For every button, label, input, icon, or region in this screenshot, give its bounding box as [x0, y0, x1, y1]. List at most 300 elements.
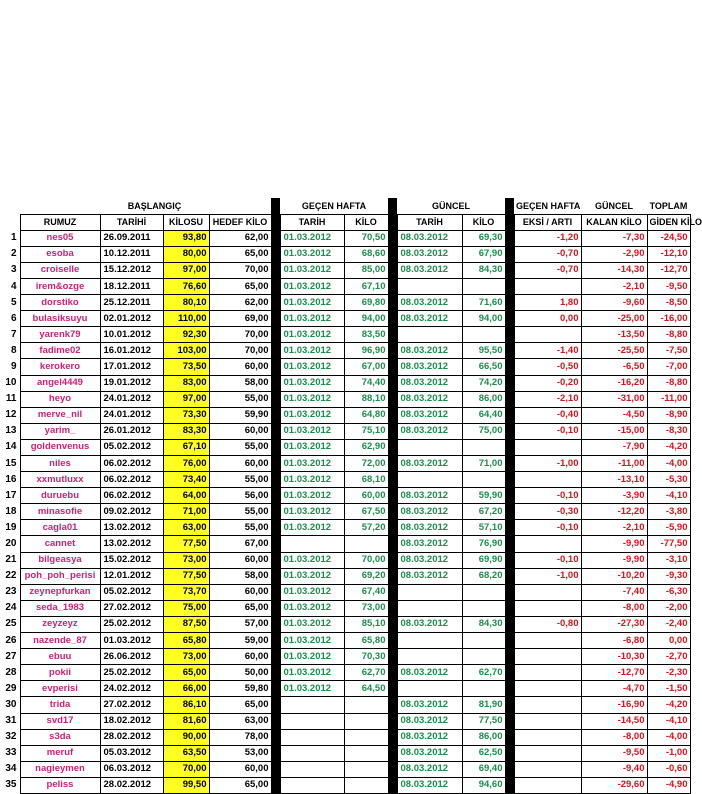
start-weight-cell: 73,50 — [163, 359, 209, 375]
current-date-cell — [397, 584, 462, 600]
table-row — [0, 665, 690, 681]
target-weight-cell: 56,00 — [209, 488, 271, 504]
last-week-weight-cell — [344, 745, 388, 761]
current-date-cell: 08.03.2012 — [397, 375, 462, 391]
remaining-weight-cell: -9,50 — [581, 745, 647, 761]
current-date-cell: 08.03.2012 — [397, 246, 462, 262]
table-row — [0, 472, 690, 488]
current-date-cell: 08.03.2012 — [397, 343, 462, 359]
current-date-cell: 08.03.2012 — [397, 488, 462, 504]
weekly-change-cell: -2,10 — [514, 391, 581, 407]
table-row — [0, 504, 690, 520]
col-eksi-arti: EKSİ / ARTI — [514, 214, 581, 230]
target-weight-cell: 59,80 — [209, 681, 271, 697]
last-week-date-cell: 01.03.2012 — [280, 327, 344, 343]
start-date-cell: 01.03.2012 — [100, 633, 163, 649]
table-row — [0, 423, 690, 439]
last-week-weight-cell: 64,50 — [344, 681, 388, 697]
last-week-weight-cell: 94,00 — [344, 311, 388, 327]
start-weight-cell: 65,80 — [163, 633, 209, 649]
weekly-change-cell — [514, 713, 581, 729]
group-guncel-kalan: GÜNCEL — [595, 200, 633, 211]
start-date-cell: 24.01.2012 — [100, 391, 163, 407]
weekly-change-cell — [514, 600, 581, 616]
start-date-cell: 24.01.2012 — [100, 407, 163, 423]
current-date-cell: 08.03.2012 — [397, 391, 462, 407]
col-rumuz: RUMUZ — [20, 214, 100, 230]
current-weight-cell: 67,90 — [462, 246, 505, 262]
start-date-cell: 13.02.2012 — [100, 536, 163, 552]
table-row — [0, 729, 690, 745]
row-number: 29 — [5, 682, 17, 694]
current-weight-cell — [462, 600, 505, 616]
current-weight-cell: 69,90 — [462, 552, 505, 568]
row-number: 20 — [5, 538, 17, 550]
target-weight-cell: 55,00 — [209, 472, 271, 488]
last-week-date-cell: 01.03.2012 — [280, 423, 344, 439]
rumuz-cell: cannet — [20, 536, 100, 552]
total-lost-cell: -8,90 — [647, 407, 690, 423]
start-weight-cell: 83,30 — [163, 423, 209, 439]
last-week-weight-cell: 67,50 — [344, 504, 388, 520]
start-date-cell: 10.01.2012 — [100, 327, 163, 343]
current-date-cell: 08.03.2012 — [397, 713, 462, 729]
table-row — [0, 584, 690, 600]
current-weight-cell: 71,00 — [462, 456, 505, 472]
start-weight-cell: 90,00 — [163, 729, 209, 745]
remaining-weight-cell: -8,00 — [581, 600, 647, 616]
table-row — [0, 600, 690, 616]
last-week-date-cell: 01.03.2012 — [280, 520, 344, 536]
start-weight-cell: 64,00 — [163, 488, 209, 504]
rumuz-cell: niles — [20, 456, 100, 472]
rumuz-cell: duruebu — [20, 488, 100, 504]
current-date-cell: 08.03.2012 — [397, 423, 462, 439]
start-date-cell: 09.02.2012 — [100, 504, 163, 520]
rumuz-cell: nazende_87 — [20, 633, 100, 649]
weekly-change-cell: -0,10 — [514, 520, 581, 536]
col-g-kilo: KİLO — [462, 214, 505, 230]
start-weight-cell: 66,00 — [163, 681, 209, 697]
last-week-date-cell — [280, 713, 344, 729]
last-week-date-cell: 01.03.2012 — [280, 568, 344, 584]
current-date-cell — [397, 681, 462, 697]
rumuz-cell: meruf — [20, 745, 100, 761]
table-row — [0, 681, 690, 697]
last-week-weight-cell: 67,00 — [344, 359, 388, 375]
row-number: 24 — [5, 602, 17, 614]
remaining-weight-cell: -9,40 — [581, 761, 647, 777]
row-number: 34 — [5, 763, 17, 775]
current-weight-cell: 64,40 — [462, 407, 505, 423]
start-weight-cell: 86,10 — [163, 697, 209, 713]
row-number: 8 — [10, 344, 17, 356]
weekly-change-cell — [514, 278, 581, 294]
current-weight-cell: 94,00 — [462, 311, 505, 327]
current-weight-cell — [462, 472, 505, 488]
start-weight-cell: 97,00 — [163, 262, 209, 278]
start-date-cell: 10.12.2011 — [100, 246, 163, 262]
total-lost-cell: -9,30 — [647, 568, 690, 584]
target-weight-cell: 65,00 — [209, 278, 271, 294]
start-weight-cell: 76,00 — [163, 456, 209, 472]
table-row — [0, 761, 690, 777]
row-number: 17 — [5, 489, 17, 501]
rumuz-cell: trida — [20, 697, 100, 713]
table-row — [0, 230, 690, 246]
weekly-change-cell — [514, 681, 581, 697]
start-date-cell: 15.02.2012 — [100, 552, 163, 568]
total-lost-cell: -7,00 — [647, 359, 690, 375]
row-number: 27 — [5, 650, 17, 662]
start-date-cell: 16.01.2012 — [100, 343, 163, 359]
total-lost-cell: -8,80 — [647, 375, 690, 391]
last-week-weight-cell: 70,30 — [344, 649, 388, 665]
row-number: 4 — [10, 280, 17, 292]
total-lost-cell: -5,30 — [647, 472, 690, 488]
row-number: 32 — [5, 731, 17, 743]
current-weight-cell: 76,90 — [462, 536, 505, 552]
last-week-date-cell: 01.03.2012 — [280, 230, 344, 246]
total-lost-cell: -12,70 — [647, 262, 690, 278]
last-week-weight-cell: 62,70 — [344, 665, 388, 681]
remaining-weight-cell: -16,20 — [581, 375, 647, 391]
remaining-weight-cell: -12,70 — [581, 665, 647, 681]
start-date-cell: 19.01.2012 — [100, 375, 163, 391]
remaining-weight-cell: -9,60 — [581, 295, 647, 311]
rumuz-cell: minasofie — [20, 504, 100, 520]
current-weight-cell: 84,30 — [462, 262, 505, 278]
current-date-cell: 08.03.2012 — [397, 359, 462, 375]
target-weight-cell: 70,00 — [209, 327, 271, 343]
remaining-weight-cell: -15,00 — [581, 423, 647, 439]
last-week-weight-cell — [344, 713, 388, 729]
remaining-weight-cell: -11,00 — [581, 456, 647, 472]
table-row — [0, 456, 690, 472]
weekly-change-cell: -0,40 — [514, 407, 581, 423]
rumuz-cell: merve_nil — [20, 407, 100, 423]
rumuz-cell: irem&ozge — [20, 278, 100, 294]
col-tarihi: TARİHİ — [100, 214, 163, 230]
table-row — [0, 616, 690, 632]
current-date-cell: 08.03.2012 — [397, 262, 462, 278]
current-date-cell — [397, 633, 462, 649]
last-week-date-cell: 01.03.2012 — [280, 504, 344, 520]
current-weight-cell: 84,30 — [462, 616, 505, 632]
remaining-weight-cell: -10,20 — [581, 568, 647, 584]
table-row — [0, 439, 690, 455]
weekly-change-cell: -0,10 — [514, 488, 581, 504]
total-lost-cell: -16,00 — [647, 311, 690, 327]
last-week-weight-cell — [344, 536, 388, 552]
current-weight-cell: 69,40 — [462, 761, 505, 777]
last-week-weight-cell: 62,90 — [344, 439, 388, 455]
current-weight-cell — [462, 633, 505, 649]
start-weight-cell: 67,10 — [163, 439, 209, 455]
rumuz-cell: nes05 — [20, 230, 100, 246]
last-week-date-cell: 01.03.2012 — [280, 488, 344, 504]
start-date-cell: 26.06.2012 — [100, 649, 163, 665]
start-weight-cell: 63,50 — [163, 745, 209, 761]
last-week-weight-cell: 60,00 — [344, 488, 388, 504]
row-number: 2 — [10, 248, 17, 260]
remaining-weight-cell: -4,50 — [581, 407, 647, 423]
last-week-date-cell — [280, 729, 344, 745]
start-date-cell: 24.02.2012 — [100, 681, 163, 697]
start-date-cell: 13.02.2012 — [100, 520, 163, 536]
target-weight-cell: 55,00 — [209, 391, 271, 407]
current-date-cell — [397, 600, 462, 616]
remaining-weight-cell: -29,60 — [581, 777, 647, 793]
total-lost-cell: -4,10 — [647, 713, 690, 729]
target-weight-cell: 70,00 — [209, 343, 271, 359]
last-week-weight-cell: 69,20 — [344, 568, 388, 584]
start-date-cell: 05.02.2012 — [100, 584, 163, 600]
start-date-cell: 25.02.2012 — [100, 616, 163, 632]
last-week-weight-cell — [344, 697, 388, 713]
weekly-change-cell — [514, 761, 581, 777]
target-weight-cell: 70,00 — [209, 262, 271, 278]
row-number: 16 — [5, 473, 17, 485]
current-date-cell: 08.03.2012 — [397, 729, 462, 745]
weekly-change-cell: 1,80 — [514, 295, 581, 311]
current-weight-cell: 77,50 — [462, 713, 505, 729]
remaining-weight-cell: -31,00 — [581, 391, 647, 407]
current-weight-cell: 67,20 — [462, 504, 505, 520]
last-week-date-cell: 01.03.2012 — [280, 439, 344, 455]
last-week-date-cell: 01.03.2012 — [280, 278, 344, 294]
last-week-date-cell — [280, 697, 344, 713]
row-number: 18 — [5, 505, 17, 517]
rumuz-cell: xxmutluxx — [20, 472, 100, 488]
table-row — [0, 552, 690, 568]
current-date-cell: 08.03.2012 — [397, 311, 462, 327]
total-lost-cell: -8,50 — [647, 295, 690, 311]
start-weight-cell: 93,80 — [163, 230, 209, 246]
col-hedef-kilo: HEDEF KİLO — [209, 214, 271, 230]
remaining-weight-cell: -16,90 — [581, 697, 647, 713]
total-lost-cell: -4,20 — [647, 697, 690, 713]
current-weight-cell — [462, 439, 505, 455]
rumuz-cell: peliss — [20, 777, 100, 793]
start-date-cell: 18.02.2012 — [100, 713, 163, 729]
start-weight-cell: 99,50 — [163, 777, 209, 793]
current-date-cell: 08.03.2012 — [397, 568, 462, 584]
current-weight-cell: 68,20 — [462, 568, 505, 584]
row-number: 11 — [5, 393, 17, 405]
weekly-change-cell — [514, 327, 581, 343]
weekly-change-cell — [514, 536, 581, 552]
start-date-cell: 06.02.2012 — [100, 456, 163, 472]
last-week-date-cell: 01.03.2012 — [280, 584, 344, 600]
current-date-cell: 08.03.2012 — [397, 761, 462, 777]
last-week-weight-cell — [344, 777, 388, 793]
remaining-weight-cell: -7,40 — [581, 584, 647, 600]
row-number: 26 — [5, 634, 17, 646]
last-week-weight-cell: 70,00 — [344, 552, 388, 568]
current-weight-cell — [462, 327, 505, 343]
group-header-row — [0, 198, 690, 214]
last-week-weight-cell: 67,40 — [344, 584, 388, 600]
last-week-weight-cell: 67,10 — [344, 278, 388, 294]
rumuz-cell: heyo — [20, 391, 100, 407]
total-lost-cell: -3,10 — [647, 552, 690, 568]
current-weight-cell: 71,60 — [462, 295, 505, 311]
current-date-cell — [397, 278, 462, 294]
weight-tracking-sheet — [0, 198, 702, 794]
table-row — [0, 343, 690, 359]
weekly-change-cell — [514, 729, 581, 745]
remaining-weight-cell: -8,00 — [581, 729, 647, 745]
weekly-change-cell — [514, 584, 581, 600]
total-lost-cell: -9,50 — [647, 278, 690, 294]
weekly-change-cell: -0,10 — [514, 552, 581, 568]
table-row — [0, 311, 690, 327]
start-date-cell: 25.02.2012 — [100, 665, 163, 681]
current-date-cell: 08.03.2012 — [397, 504, 462, 520]
col-kilosu: KİLOSU — [163, 214, 209, 230]
start-weight-cell: 83,00 — [163, 375, 209, 391]
weekly-change-cell: 0,00 — [514, 311, 581, 327]
weekly-change-cell — [514, 472, 581, 488]
table-row — [0, 407, 690, 423]
last-week-weight-cell: 83,50 — [344, 327, 388, 343]
start-date-cell: 28.02.2012 — [100, 729, 163, 745]
start-weight-cell: 81,60 — [163, 713, 209, 729]
row-number: 19 — [5, 521, 17, 533]
start-weight-cell: 76,60 — [163, 278, 209, 294]
rumuz-cell: kerokero — [20, 359, 100, 375]
target-weight-cell: 60,00 — [209, 649, 271, 665]
last-week-weight-cell — [344, 761, 388, 777]
remaining-weight-cell: -10,30 — [581, 649, 647, 665]
weekly-change-cell: -1,00 — [514, 568, 581, 584]
col-kalan-kilo: KALAN KİLO — [581, 214, 647, 230]
start-weight-cell: 110,00 — [163, 311, 209, 327]
total-lost-cell: -8,30 — [647, 423, 690, 439]
start-weight-cell: 77,50 — [163, 568, 209, 584]
row-number: 6 — [10, 312, 17, 324]
remaining-weight-cell: -2,10 — [581, 520, 647, 536]
start-date-cell: 06.02.2012 — [100, 488, 163, 504]
row-number: 28 — [5, 666, 17, 678]
remaining-weight-cell: -13,50 — [581, 327, 647, 343]
last-week-date-cell: 01.03.2012 — [280, 649, 344, 665]
current-date-cell — [397, 649, 462, 665]
start-date-cell: 05.02.2012 — [100, 439, 163, 455]
table-row — [0, 359, 690, 375]
row-number: 13 — [5, 425, 17, 437]
last-week-weight-cell: 72,00 — [344, 456, 388, 472]
start-weight-cell: 70,00 — [163, 761, 209, 777]
remaining-weight-cell: -12,20 — [581, 504, 647, 520]
current-weight-cell: 94,60 — [462, 777, 505, 793]
table-row — [0, 568, 690, 584]
last-week-weight-cell: 85,00 — [344, 262, 388, 278]
group-toplam: TOPLAM — [649, 200, 688, 211]
start-weight-cell: 73,00 — [163, 649, 209, 665]
rumuz-cell: angel4449 — [20, 375, 100, 391]
current-date-cell — [397, 327, 462, 343]
weekly-change-cell: -0,50 — [514, 359, 581, 375]
remaining-weight-cell: -14,50 — [581, 713, 647, 729]
rumuz-cell: seda_1983 — [20, 600, 100, 616]
last-week-date-cell — [280, 777, 344, 793]
last-week-weight-cell: 68,10 — [344, 472, 388, 488]
target-weight-cell: 55,00 — [209, 439, 271, 455]
total-lost-cell: -11,00 — [647, 391, 690, 407]
target-weight-cell: 60,00 — [209, 423, 271, 439]
last-week-date-cell: 01.03.2012 — [280, 311, 344, 327]
target-weight-cell: 58,00 — [209, 568, 271, 584]
row-number: 35 — [5, 779, 17, 791]
row-number: 12 — [5, 409, 17, 421]
remaining-weight-cell: -14,30 — [581, 262, 647, 278]
weekly-change-cell: -0,30 — [514, 504, 581, 520]
target-weight-cell: 57,00 — [209, 616, 271, 632]
group-gecen-hafta-diff: GEÇEN HAFTA — [516, 200, 581, 211]
total-lost-cell: -4,10 — [647, 488, 690, 504]
last-week-weight-cell: 96,90 — [344, 343, 388, 359]
current-date-cell: 08.03.2012 — [397, 407, 462, 423]
start-weight-cell: 97,00 — [163, 391, 209, 407]
table-row — [0, 745, 690, 761]
target-weight-cell: 50,00 — [209, 665, 271, 681]
row-number: 22 — [5, 570, 17, 582]
start-weight-cell: 80,10 — [163, 295, 209, 311]
current-date-cell: 08.03.2012 — [397, 745, 462, 761]
target-weight-cell: 78,00 — [209, 729, 271, 745]
last-week-date-cell — [280, 745, 344, 761]
start-date-cell: 18.12.2011 — [100, 278, 163, 294]
target-weight-cell: 60,00 — [209, 456, 271, 472]
remaining-weight-cell: -9,90 — [581, 552, 647, 568]
start-date-cell: 12.01.2012 — [100, 568, 163, 584]
target-weight-cell: 55,00 — [209, 504, 271, 520]
group-baslangic: BAŞLANGIÇ — [100, 198, 209, 214]
row-number: 25 — [5, 618, 17, 630]
start-weight-cell: 80,00 — [163, 246, 209, 262]
current-weight-cell: 75,00 — [462, 423, 505, 439]
start-date-cell: 02.01.2012 — [100, 311, 163, 327]
weekly-change-cell: -0,70 — [514, 246, 581, 262]
weekly-change-cell: -0,80 — [514, 616, 581, 632]
current-date-cell: 08.03.2012 — [397, 520, 462, 536]
start-weight-cell: 63,00 — [163, 520, 209, 536]
table-row — [0, 649, 690, 665]
rumuz-cell: cagla01 — [20, 520, 100, 536]
rumuz-cell: goldenvenus — [20, 439, 100, 455]
table-row — [0, 375, 690, 391]
remaining-weight-cell: -6,50 — [581, 359, 647, 375]
current-weight-cell — [462, 649, 505, 665]
rumuz-cell: yarenk79 — [20, 327, 100, 343]
target-weight-cell: 65,00 — [209, 600, 271, 616]
rumuz-cell: bulasiksuyu — [20, 311, 100, 327]
row-number: 14 — [5, 441, 17, 453]
total-lost-cell: -24,50 — [647, 230, 690, 246]
remaining-weight-cell: -3,90 — [581, 488, 647, 504]
row-number: 10 — [5, 377, 17, 389]
row-number: 23 — [5, 586, 17, 598]
col-gh-tarih: TARİH — [280, 214, 344, 230]
target-weight-cell: 63,00 — [209, 713, 271, 729]
weekly-change-cell — [514, 665, 581, 681]
target-weight-cell: 58,00 — [209, 375, 271, 391]
total-lost-cell: -7,50 — [647, 343, 690, 359]
table-row — [0, 278, 690, 294]
last-week-date-cell: 01.03.2012 — [280, 359, 344, 375]
